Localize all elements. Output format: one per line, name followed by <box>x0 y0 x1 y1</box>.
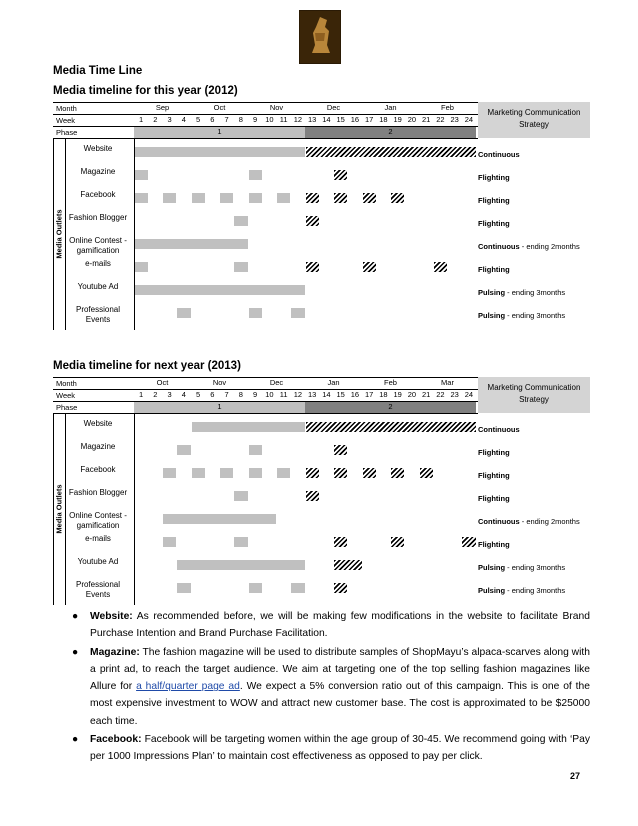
timeline-bar <box>249 445 262 455</box>
media-outlets-label <box>53 413 65 605</box>
month-label: Jan <box>327 378 340 387</box>
outlet-name: Website <box>83 144 113 153</box>
outlet-name: Website <box>83 419 113 428</box>
week-number: 24 <box>464 115 474 124</box>
strategy-text <box>478 196 510 205</box>
timeline-bar <box>135 147 305 157</box>
month-label: Dec <box>326 103 341 112</box>
bullet-magazine <box>72 644 590 730</box>
bullet-text: The fashion magazine will be used to distribute samples of ShopMayu’s alpaca-scarves along with a print ad, to reach the target audience. We aim at targeting one of the top selling fashion magazines like Allure for <box>90 646 590 693</box>
timeline-2013 <box>53 360 590 606</box>
phase-number: 1 <box>217 402 222 411</box>
week-number: 5 <box>196 115 201 124</box>
week-number: 5 <box>196 390 201 399</box>
week-number: 1 <box>139 115 144 124</box>
bullet-text: Facebook will be targeting women within the age group of 30-45. We recommend going with ‘Pay per 1000 Impressions Plan’ to maintain cost effectiveness as opposed to pay per click. <box>90 734 590 763</box>
strategy-bold: Pulsing <box>478 586 506 595</box>
week-row-label: Week <box>56 116 76 125</box>
timeline-bar <box>249 308 262 318</box>
week-number: 14 <box>322 390 331 399</box>
strategy-bold: Flighting <box>478 173 510 182</box>
timeline-bar <box>220 285 233 295</box>
timeline-bar <box>306 147 476 157</box>
bullet-dot-icon: ● <box>72 646 79 658</box>
month-label: Dec <box>269 378 284 387</box>
mayu-logo <box>299 10 341 64</box>
month-label: Mar <box>441 378 454 387</box>
timeline-bar <box>192 422 305 432</box>
timeline-bar <box>334 583 347 593</box>
month-label: Nov <box>269 103 284 112</box>
week-number: 2 <box>153 115 158 124</box>
strategy-rest: - ending 3months <box>505 288 566 297</box>
week-number: 13 <box>307 115 317 124</box>
strategy-text <box>478 471 510 480</box>
strategy-rest: - ending 3months <box>505 586 566 595</box>
outlet-name: Fashion Blogger <box>68 213 128 222</box>
timeline-bar <box>291 285 304 295</box>
timeline-bar <box>177 560 304 570</box>
timeline-bar <box>177 445 190 455</box>
timeline-bar <box>334 170 347 180</box>
week-number: 15 <box>336 390 345 399</box>
strategy-text <box>478 517 580 526</box>
timeline-bar <box>306 216 319 226</box>
strategy-text <box>478 242 580 251</box>
outlet-name: Magazine <box>80 167 116 176</box>
month-label: Sep <box>155 103 170 112</box>
timeline-table <box>53 102 590 330</box>
month-label: Nov <box>212 378 227 387</box>
strategy-bold: Pulsing <box>478 311 506 320</box>
week-number: 12 <box>293 390 303 399</box>
timeline-bar <box>177 308 190 318</box>
week-number: 4 <box>181 115 186 124</box>
timeline-bar <box>363 262 376 272</box>
strategy-rest: - ending 3months <box>505 311 566 320</box>
outlet-name: Online Contest - gamification <box>69 236 127 255</box>
timeline-title: Media timeline for this year (2012) <box>53 85 238 97</box>
timeline-bar <box>391 468 404 478</box>
timeline-bar <box>192 193 205 203</box>
outlet-name: Fashion Blogger <box>68 488 128 497</box>
week-number: 4 <box>181 390 186 399</box>
timeline-bar <box>334 468 347 478</box>
strategy-bold: Continuous <box>478 425 520 434</box>
strategy-text <box>478 586 565 595</box>
timeline-bar <box>291 583 304 593</box>
week-number: 8 <box>238 390 243 399</box>
phase-row-label: Phase <box>56 128 78 137</box>
timeline-bar <box>249 170 262 180</box>
strategy-bold: Continuous <box>478 242 520 251</box>
week-number: 10 <box>265 390 274 399</box>
week-number: 19 <box>393 115 402 124</box>
strategy-rest: - ending 2months <box>519 517 580 526</box>
bullet-label: Magazine: <box>90 646 140 658</box>
outlet-name: Magazine <box>80 442 116 451</box>
strategy-text <box>478 150 520 159</box>
timeline-bar <box>163 514 276 524</box>
strategy-bold: Flighting <box>478 471 510 480</box>
outlet-name: e-mails <box>85 534 111 543</box>
week-row-label: Week <box>56 391 76 400</box>
half-quarter-page-ad-link[interactable]: a half/quarter page ad <box>136 681 240 693</box>
outlet-name: Facebook <box>80 465 116 474</box>
timeline-bar <box>363 193 376 203</box>
timeline-title: Media timeline for next year (2013) <box>53 360 241 372</box>
timeline-bar <box>420 468 433 478</box>
strategy-text <box>478 540 510 549</box>
timeline-bar <box>306 193 319 203</box>
section-title: Media Time Line <box>53 65 143 77</box>
outlet-name: Online Contest - gamification <box>69 511 127 530</box>
timeline-bar <box>306 491 319 501</box>
timeline-bar <box>306 468 319 478</box>
timeline-2012 <box>53 85 590 331</box>
timeline-bar <box>249 583 262 593</box>
strategy-bold: Flighting <box>478 540 510 549</box>
week-number: 7 <box>224 390 229 399</box>
timeline-bar <box>220 193 233 203</box>
media-outlets-label <box>53 138 65 330</box>
week-number: 12 <box>293 115 303 124</box>
phase-row-label: Phase <box>56 403 78 412</box>
timeline-bar <box>177 285 190 295</box>
strategy-bold: Pulsing <box>478 563 506 572</box>
timeline-bar <box>249 193 262 203</box>
strategy-header: Marketing Communication Strategy <box>478 377 590 413</box>
week-number: 3 <box>167 390 172 399</box>
week-number: 15 <box>336 115 345 124</box>
timeline-bar <box>306 422 476 432</box>
timeline-bar <box>391 193 404 203</box>
month-label: Oct <box>213 103 226 112</box>
phase-number: 2 <box>388 402 393 411</box>
week-number: 18 <box>379 115 388 124</box>
week-number: 17 <box>364 115 374 124</box>
timeline-bar <box>291 308 304 318</box>
week-number: 23 <box>450 390 459 399</box>
month-label: Feb <box>384 378 397 387</box>
week-number: 16 <box>350 115 360 124</box>
bullet-label: Website: <box>90 611 133 622</box>
phase-number: 2 <box>388 127 393 136</box>
week-number: 7 <box>224 115 229 124</box>
outlet-name: Youtube Ad <box>77 282 119 291</box>
timeline-bar <box>135 170 148 180</box>
timeline-bar <box>220 468 233 478</box>
month-label: Feb <box>441 103 454 112</box>
phase-number: 1 <box>217 127 222 136</box>
week-number: 6 <box>210 115 215 124</box>
bullet-dot-icon: ● <box>72 611 79 622</box>
timeline-bar <box>334 560 362 570</box>
outlets-divider <box>134 413 135 605</box>
strategy-text <box>478 219 510 228</box>
week-number: 9 <box>253 115 258 124</box>
timeline-bar <box>234 216 247 226</box>
week-number: 6 <box>210 390 215 399</box>
week-number: 10 <box>265 115 274 124</box>
week-number: 8 <box>238 115 243 124</box>
week-number: 22 <box>436 115 445 124</box>
strategy-text <box>478 563 565 572</box>
strategy-rest: - ending 2months <box>519 242 580 251</box>
timeline-bar <box>163 193 176 203</box>
week-number: 21 <box>421 115 431 124</box>
timeline-bar <box>334 445 347 455</box>
timeline-bar <box>234 537 247 547</box>
outlet-name: Facebook <box>80 190 116 199</box>
week-number: 16 <box>350 390 360 399</box>
strategy-bold: Flighting <box>478 265 510 274</box>
bullet-website <box>72 608 590 643</box>
strategy-bold: Continuous <box>478 517 520 526</box>
strategy-text <box>478 494 510 503</box>
bullet-dot-icon: ● <box>72 734 79 746</box>
strategy-rest: - ending 3months <box>505 563 566 572</box>
strategy-bold: Flighting <box>478 494 510 503</box>
week-number: 23 <box>450 115 459 124</box>
timeline-bar <box>234 491 247 501</box>
strategy-bold: Flighting <box>478 196 510 205</box>
page-number: 27 <box>570 771 581 781</box>
timeline-bar <box>391 537 404 547</box>
timeline-bar <box>163 537 176 547</box>
bullet-text: As recommended before, we will be making few modifications in the website to facilitate Brand Purchase Intention and Brand Purchase Facilitation. <box>90 611 590 640</box>
timeline-bar <box>434 262 447 272</box>
week-number: 20 <box>407 390 417 399</box>
month-row-label: Month <box>56 379 77 388</box>
week-number: 14 <box>322 115 331 124</box>
week-number: 19 <box>393 390 402 399</box>
week-number: 11 <box>279 390 288 399</box>
bullet-facebook <box>72 731 590 766</box>
week-number: 18 <box>379 390 388 399</box>
strategy-text <box>478 425 520 434</box>
bullet-list <box>72 608 590 766</box>
week-number: 2 <box>153 390 158 399</box>
week-number: 1 <box>139 390 144 399</box>
timeline-bar <box>234 262 247 272</box>
week-number: 21 <box>421 390 431 399</box>
timeline-bar <box>277 193 290 203</box>
strategy-header: Marketing Communication Strategy <box>478 102 590 138</box>
bullet-text: . We expect a 5% conversion ratio out of this campaign. This is one of the most expensive investment to WOW and attract new customer base. The cost is approximated to be $25000 each time. <box>90 681 590 727</box>
strategy-bold: Continuous <box>478 150 520 159</box>
strategy-bold: Flighting <box>478 448 510 457</box>
timeline-bar <box>277 468 290 478</box>
outlet-name: Youtube Ad <box>77 557 119 566</box>
bullet-label: Facebook: <box>90 734 142 746</box>
week-number: 17 <box>364 390 374 399</box>
timeline-bar <box>249 468 262 478</box>
timeline-bar <box>177 583 190 593</box>
timeline-bar <box>135 193 148 203</box>
timeline-table <box>53 377 590 605</box>
media-outlets-text: Media Outlets <box>54 484 64 534</box>
month-row-label: Month <box>56 104 77 113</box>
timeline-bar <box>334 193 347 203</box>
strategy-text <box>478 265 510 274</box>
timeline-bar <box>135 262 148 272</box>
week-number: 22 <box>436 390 445 399</box>
outlet-name: Professional Events <box>75 580 121 599</box>
timeline-bar <box>462 537 475 547</box>
week-number: 20 <box>407 115 417 124</box>
outlet-name: e-mails <box>85 259 111 268</box>
timeline-bar <box>334 537 347 547</box>
month-label: Oct <box>156 378 169 387</box>
strategy-bold: Flighting <box>478 219 510 228</box>
week-number: 3 <box>167 115 172 124</box>
week-number: 24 <box>464 390 474 399</box>
timeline-bar <box>163 468 176 478</box>
timeline-bar <box>306 262 319 272</box>
timeline-bar <box>363 468 376 478</box>
week-number: 13 <box>307 390 317 399</box>
media-outlets-text: Media Outlets <box>54 209 64 259</box>
timeline-bar <box>249 285 262 295</box>
strategy-bold: Pulsing <box>478 288 506 297</box>
strategy-text <box>478 311 565 320</box>
outlet-name: Professional Events <box>75 305 121 324</box>
strategy-text <box>478 173 510 182</box>
strategy-text <box>478 288 565 297</box>
strategy-text <box>478 448 510 457</box>
outlets-divider <box>134 138 135 330</box>
week-number: 11 <box>279 115 288 124</box>
month-label: Jan <box>384 103 397 112</box>
timeline-bar <box>135 239 248 249</box>
week-number: 9 <box>253 390 258 399</box>
timeline-bar <box>192 468 205 478</box>
